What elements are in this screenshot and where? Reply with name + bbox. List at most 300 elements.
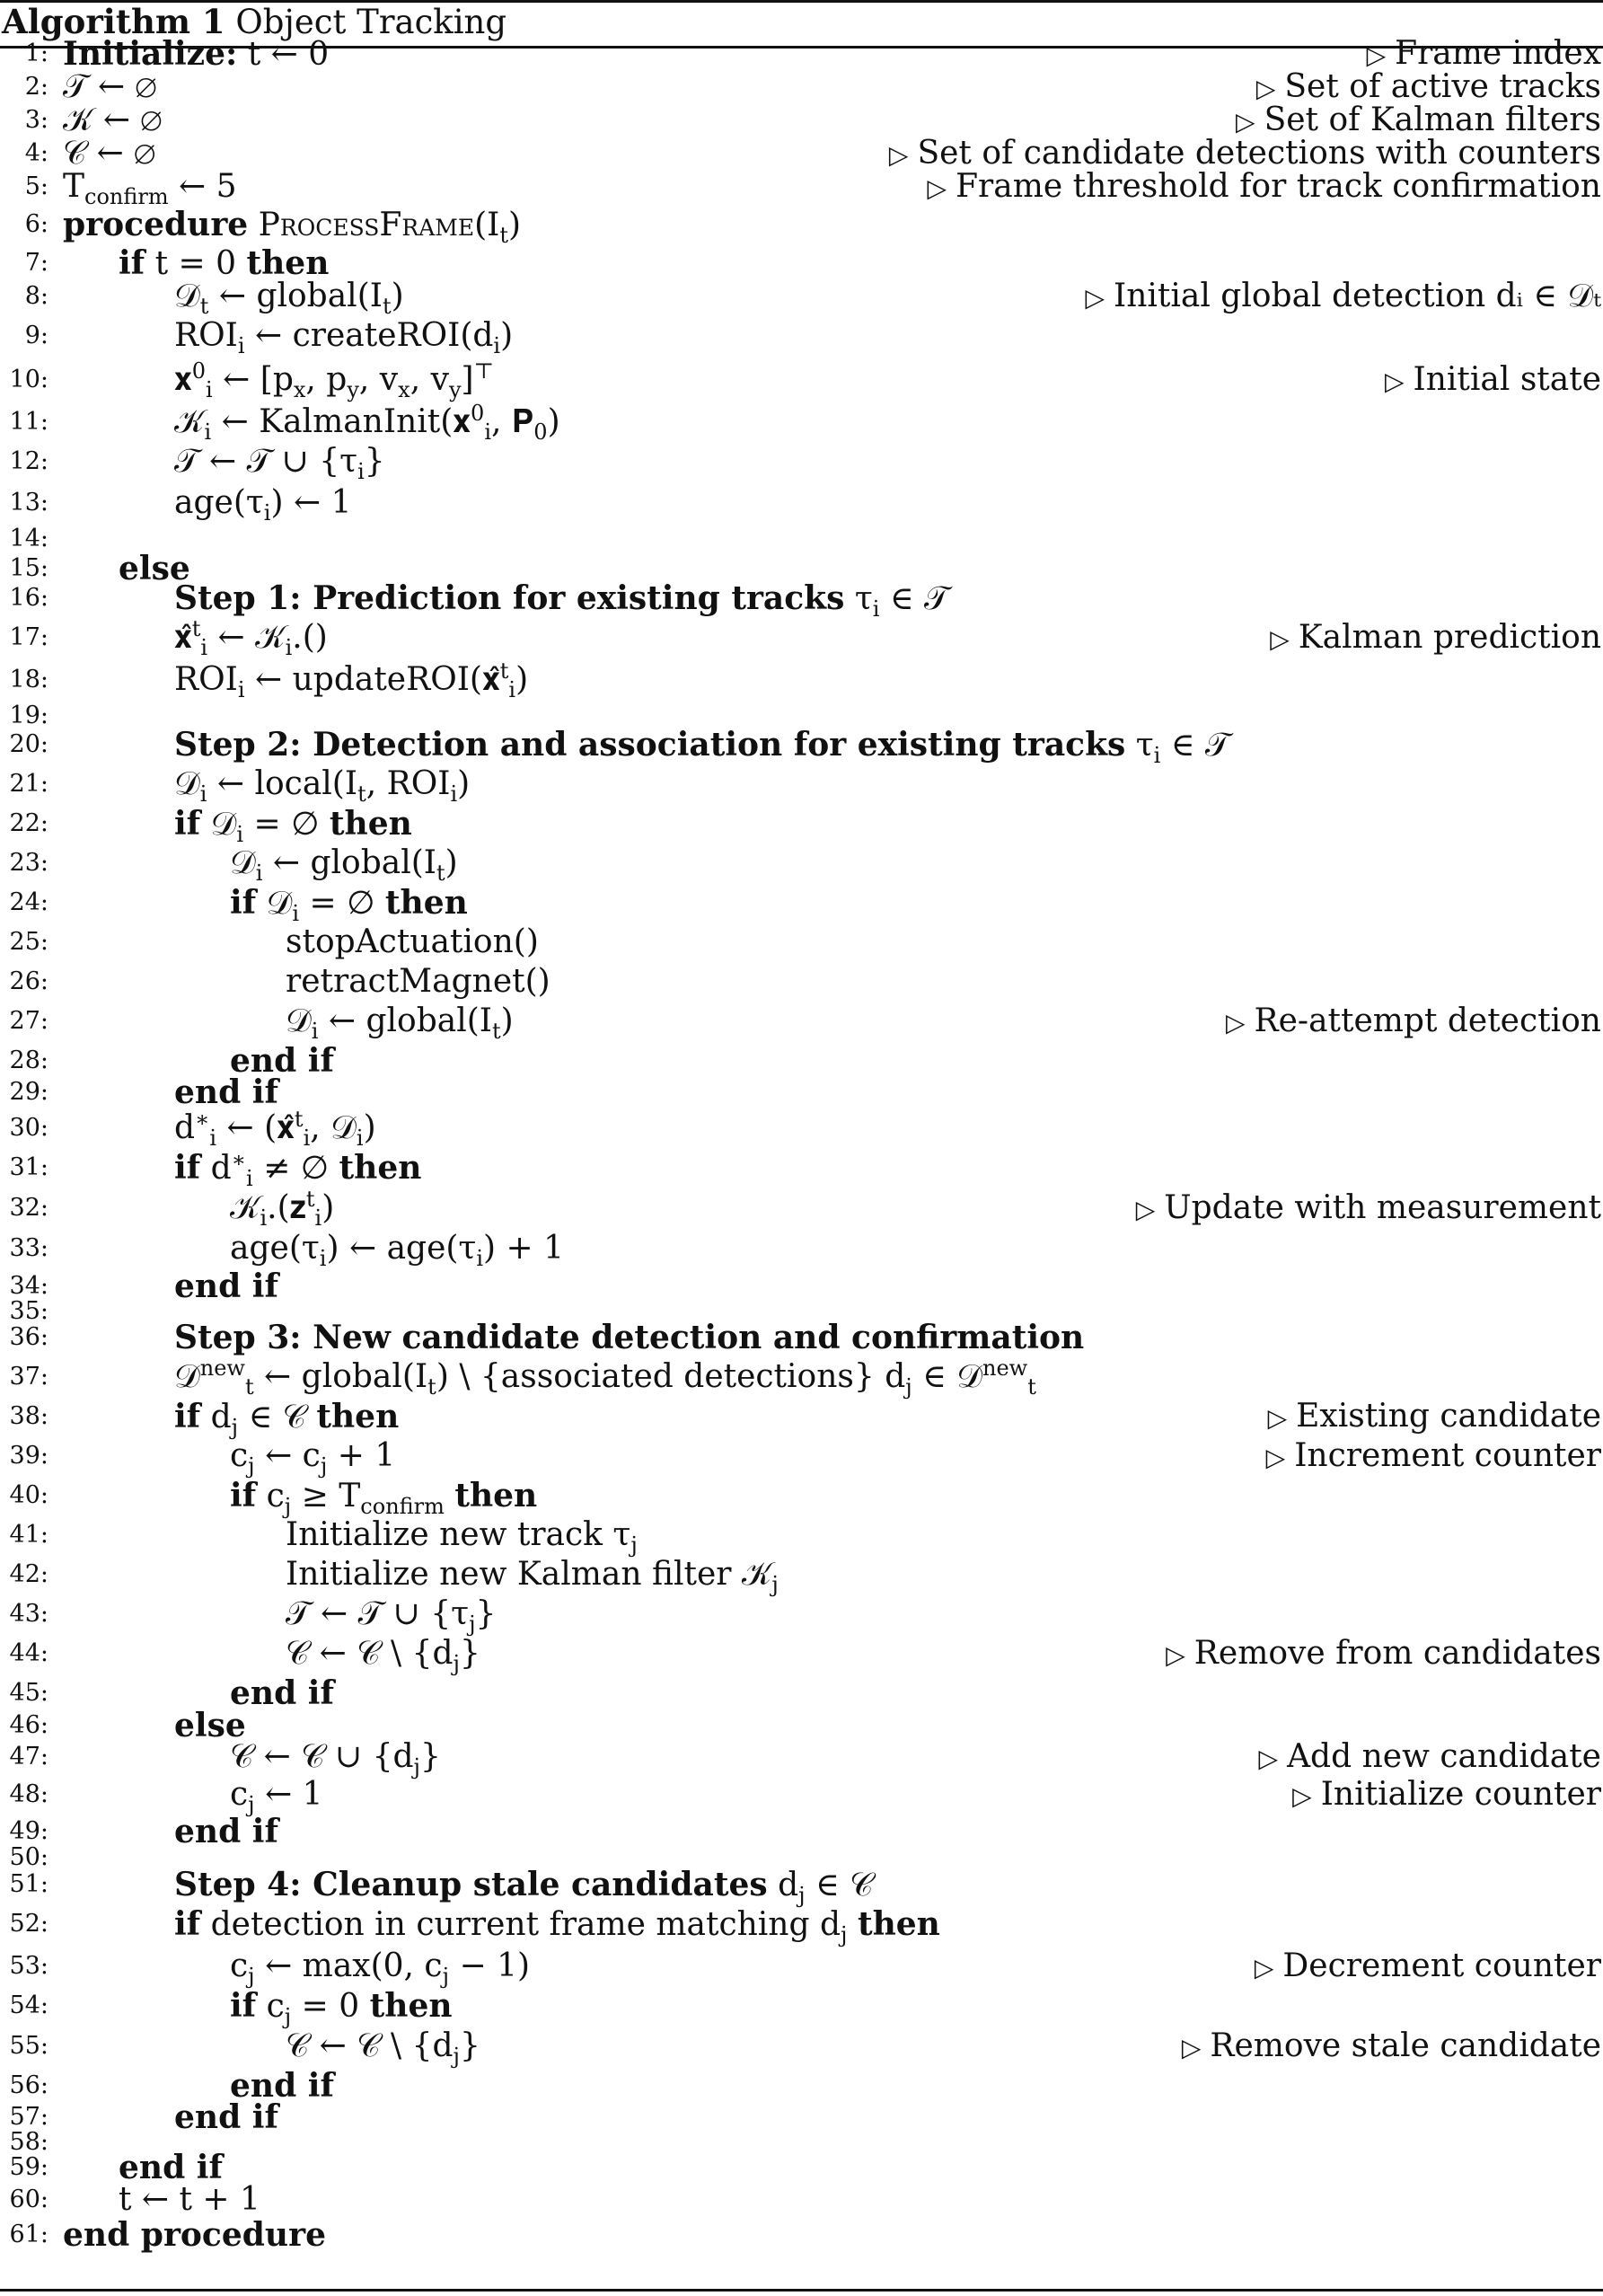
line-code	[174, 1320, 1084, 1356]
line-number: 9:	[24, 322, 48, 349]
line-number: 50:	[9, 1843, 48, 1871]
code-text: ) + 1	[483, 1230, 565, 1267]
code-text: ∈ 𝒟	[912, 1358, 982, 1395]
algorithm-line	[0, 2182, 1603, 2218]
line-number: 49:	[9, 1817, 48, 1845]
subscript: confirm	[84, 184, 169, 210]
line-number: 29:	[9, 1078, 48, 1106]
code-text: c	[256, 1988, 285, 2025]
subscript: j	[453, 2044, 460, 2070]
line-code	[119, 245, 329, 282]
line-number: 16:	[9, 584, 48, 612]
keyword: end if	[174, 2098, 278, 2136]
line-code	[230, 1738, 441, 1780]
line-code	[286, 964, 550, 1000]
line-code	[63, 102, 162, 138]
code-text: .()	[292, 619, 328, 656]
code-text: c	[230, 1437, 249, 1474]
line-code	[286, 1595, 497, 1638]
line-number: 58:	[9, 2128, 48, 2156]
keyword: then	[384, 884, 468, 922]
code-text: ← 𝒦	[207, 619, 286, 656]
line-number: 17:	[9, 623, 48, 651]
line-code	[174, 726, 1230, 769]
code-text	[248, 207, 258, 243]
code-text: ← global(I	[318, 1002, 492, 1039]
code-text: }	[459, 1635, 480, 1672]
code-text: , v	[358, 361, 399, 398]
code-text: ≥ T	[291, 1478, 361, 1514]
code-text: ∈ 𝒞	[238, 1399, 317, 1435]
code-text: ROI	[174, 317, 238, 354]
algorithm-line	[0, 36, 1603, 72]
line-comment	[1268, 1399, 1601, 1436]
algorithm-line	[0, 1595, 1603, 1638]
line-number: 15:	[9, 554, 48, 582]
line-number: 19:	[9, 702, 48, 729]
code-text: ← 5	[168, 168, 237, 205]
line-number: 27:	[9, 1007, 48, 1035]
line-number: 51:	[9, 1870, 48, 1898]
line-number: 4:	[24, 139, 48, 167]
code-text: 𝒟	[230, 844, 256, 881]
subscript: t	[427, 1374, 436, 1400]
line-comment	[1255, 1948, 1601, 1986]
subscript: t	[244, 1374, 254, 1400]
algorithm-line	[0, 844, 1603, 887]
code-text: 𝒯 ← ∅	[63, 68, 157, 105]
line-number: 24:	[9, 888, 48, 916]
code-text: τ	[844, 580, 873, 617]
keyword: if	[230, 1477, 257, 1514]
algorithm-line	[0, 2150, 1603, 2186]
algorithm-line	[0, 616, 1603, 661]
line-number: 14:	[9, 525, 48, 552]
code-text: }	[475, 1595, 497, 1632]
subscript: t	[492, 1019, 501, 1045]
code-text: T	[63, 168, 85, 205]
comment-text: Set of Kalman filters	[1264, 102, 1601, 138]
subscript: i	[357, 459, 365, 485]
keyword: if	[119, 244, 145, 282]
line-comment	[928, 169, 1601, 207]
code-text: age(τ	[230, 1230, 320, 1267]
code-text: 𝒦 ← ∅	[63, 102, 163, 138]
algorithm-line	[0, 1776, 1603, 1818]
subscript: j	[320, 1453, 328, 1479]
subscript: j	[284, 2004, 292, 2030]
line-number: 57:	[9, 2103, 48, 2131]
superscript: new	[982, 1356, 1028, 1381]
line-comment	[1226, 1003, 1601, 1041]
code-text: )	[508, 207, 522, 243]
code-text: ← 1	[254, 1776, 323, 1813]
line-code	[174, 1147, 422, 1192]
line-number: 54:	[9, 1991, 48, 2019]
code-text: ) ← 1	[270, 484, 352, 521]
line-number: 23:	[9, 849, 48, 877]
code-text: d	[200, 1399, 232, 1435]
comment-text: Add new candidate	[1287, 1738, 1601, 1775]
subscript: i	[450, 782, 458, 808]
code-text: ← global(I	[253, 1358, 428, 1395]
comment-triangle-icon: ▷	[1135, 1195, 1156, 1224]
line-comment	[1292, 1777, 1601, 1815]
keyword: end if	[174, 1073, 278, 1111]
code-text: 𝐱	[174, 361, 192, 398]
line-number: 30:	[9, 1114, 48, 1142]
code-text: 𝒟	[174, 278, 200, 314]
line-number: 32:	[9, 1194, 48, 1222]
keyword: then	[369, 1987, 453, 2025]
keyword: then	[316, 1398, 400, 1435]
comment-triangle-icon: ▷	[1254, 1953, 1274, 1983]
comment-triangle-icon: ▷	[888, 140, 909, 170]
line-code	[230, 1776, 323, 1818]
line-code	[230, 1477, 538, 1520]
comment-triangle-icon: ▷	[1267, 1403, 1288, 1433]
subscript: i	[493, 333, 501, 359]
code-text: t ← 0	[237, 36, 330, 73]
algorithm-line	[0, 1187, 1603, 1232]
code-text: )	[500, 1002, 514, 1039]
line-number: 26:	[9, 967, 48, 995]
code-text: 𝒯 ← 𝒯 ∪ {τ	[286, 1595, 470, 1632]
keyword: end if	[230, 1042, 334, 1080]
line-number: 13:	[9, 489, 48, 517]
line-code	[230, 1987, 453, 2030]
algorithm-line	[0, 1675, 1603, 1711]
code-text: , 𝐏	[491, 403, 534, 440]
algorithm-line	[0, 69, 1603, 105]
line-comment	[1259, 1739, 1601, 1777]
line-code	[230, 1437, 396, 1479]
keyword: then	[454, 1477, 538, 1514]
comment-text: Kalman prediction	[1298, 619, 1601, 656]
code-text: ← global(I	[208, 278, 383, 314]
line-number: 28:	[9, 1046, 48, 1074]
line-number: 21:	[9, 770, 48, 798]
subscript: t	[357, 782, 366, 808]
code-text: )	[457, 765, 471, 802]
code-text: 𝒦	[174, 403, 205, 440]
comment-triangle-icon: ▷	[1255, 74, 1276, 103]
subscript: i	[209, 1126, 217, 1152]
keyword: else	[119, 550, 190, 587]
line-number: 41:	[9, 1521, 48, 1549]
code-text: 𝒞 ← ∅	[63, 135, 156, 172]
superscript: 0	[191, 358, 207, 384]
algorithm-line	[0, 401, 1603, 446]
algorithm-line	[0, 1987, 1603, 2030]
line-number: 33:	[9, 1234, 48, 1262]
code-text: ← KalmanInit(𝐱	[211, 403, 471, 440]
line-code	[230, 1230, 565, 1272]
code-text: c	[230, 1776, 249, 1813]
line-comment	[1085, 278, 1601, 316]
algorithm-line	[0, 2027, 1603, 2070]
line-number: 45:	[9, 1679, 48, 1707]
code-text: ∈ 𝒯	[1160, 727, 1230, 764]
subscript: j	[469, 1612, 476, 1638]
subscript: j	[442, 1964, 450, 1990]
comment-triangle-icon: ▷	[1085, 283, 1105, 313]
line-number: 52:	[9, 1910, 48, 1938]
keyword: Step 4: Cleanup stale candidates	[174, 1866, 768, 1903]
line-number: 61:	[9, 2221, 48, 2248]
line-code	[174, 805, 412, 848]
line-code	[286, 1556, 779, 1598]
code-text: + 1	[327, 1437, 396, 1474]
line-code	[63, 136, 155, 172]
keyword: if	[174, 1905, 201, 1943]
line-code	[174, 1107, 376, 1152]
subscript: i	[245, 1166, 253, 1192]
subscript: i	[484, 419, 492, 446]
line-code	[286, 2027, 480, 2070]
code-text: d	[200, 1150, 232, 1187]
superscript: ⊤	[473, 358, 495, 384]
line-number: 38:	[9, 1402, 48, 1430]
line-number: 25:	[9, 928, 48, 956]
code-text: ]	[461, 361, 474, 398]
code-text: 𝐱̂	[174, 619, 192, 656]
line-number: 37:	[9, 1363, 48, 1391]
subscript: j	[630, 1532, 638, 1559]
code-text: ROI	[174, 661, 238, 698]
algorithm-line	[0, 1516, 1603, 1559]
keyword: then	[857, 1905, 940, 1943]
keyword: Step 1: Prediction for existing tracks	[174, 579, 845, 617]
comment-triangle-icon: ▷	[1258, 1744, 1279, 1773]
subscript: i	[237, 677, 245, 703]
keyword: end procedure	[63, 2216, 326, 2254]
line-code	[63, 206, 522, 249]
superscript: t	[305, 1187, 315, 1212]
code-text: c	[230, 1947, 249, 1984]
keyword: end if	[174, 1267, 278, 1305]
code-text: ← c	[254, 1437, 321, 1474]
keyword: end if	[174, 1813, 278, 1850]
comment-text: Remove from candidates	[1193, 1635, 1601, 1672]
line-number: 1:	[24, 40, 48, 67]
line-number: 6:	[24, 210, 48, 238]
subscript: y	[347, 377, 359, 403]
algorithm-line	[0, 579, 1603, 623]
subscript: i	[285, 635, 293, 661]
line-number: 34:	[9, 1272, 48, 1300]
algorithm-line	[0, 136, 1603, 172]
code-text: )	[391, 278, 404, 314]
comment-triangle-icon: ▷	[927, 173, 947, 203]
comment-triangle-icon: ▷	[1181, 2033, 1202, 2062]
subscript: j	[798, 1883, 806, 1909]
line-comment	[1166, 1636, 1601, 1673]
line-comment	[1385, 362, 1601, 400]
code-text: (I	[474, 207, 500, 243]
comment-text: Re-attempt detection	[1254, 1002, 1601, 1039]
comment-text: Decrement counter	[1282, 1947, 1601, 1984]
keyword: then	[246, 244, 330, 282]
code-text: , ROI	[366, 765, 451, 802]
line-code	[174, 401, 560, 446]
keyword: if	[230, 884, 257, 922]
line-code	[174, 443, 385, 485]
subscript: j	[841, 1922, 848, 1948]
code-text: t ← t + 1	[119, 2181, 260, 2218]
line-code	[119, 2182, 260, 2218]
line-comment	[1136, 1190, 1601, 1228]
line-code	[174, 616, 328, 661]
superscript: t	[499, 658, 509, 684]
line-code	[174, 1905, 940, 1948]
code-text: )	[363, 1109, 376, 1146]
subscript: j	[453, 1651, 460, 1677]
code-text: ← max(0, c	[254, 1947, 443, 1984]
superscript: t	[294, 1107, 304, 1132]
algorithm-line	[0, 1356, 1603, 1400]
line-code	[174, 317, 514, 359]
subscript: i	[199, 782, 207, 808]
subscript: i	[263, 500, 271, 526]
keyword: if	[174, 805, 201, 843]
code-text: t = 0	[145, 245, 247, 282]
line-number: 60:	[9, 2186, 48, 2213]
code-text: , 𝒟	[310, 1109, 357, 1146]
subscript: t	[1027, 1374, 1036, 1400]
algorithm-line	[0, 443, 1603, 485]
subscript: i	[236, 822, 244, 848]
code-text: ← updateROI(𝐱̂	[244, 661, 500, 698]
keyword: then	[329, 805, 412, 843]
subscript: i	[206, 377, 213, 403]
line-number: 11:	[9, 408, 48, 436]
line-code	[174, 484, 352, 526]
line-number: 18:	[9, 666, 48, 693]
code-text: detection in current frame matching d	[200, 1906, 841, 1943]
algorithm-line	[0, 924, 1603, 960]
superscript: ∗	[195, 1107, 210, 1132]
line-number: 2:	[24, 73, 48, 101]
algorithm-line	[0, 1477, 1603, 1520]
line-number: 5:	[24, 172, 48, 200]
code-text: τ	[1125, 727, 1154, 764]
code-text: ∈ 𝒯	[879, 580, 949, 617]
line-number: 53:	[9, 1952, 48, 1980]
code-text: ← global(I	[262, 844, 436, 881]
code-text: }	[364, 443, 385, 480]
code-text: 𝒟	[200, 806, 237, 843]
algorithm-line	[0, 1398, 1603, 1441]
superscript: t	[191, 616, 201, 641]
procedure-name: ProcessFrame	[258, 207, 475, 243]
comment-text: Existing candidate	[1296, 1398, 1601, 1435]
code-text: ← (𝐱̂	[216, 1109, 295, 1146]
line-code	[230, 884, 468, 927]
line-code	[174, 1356, 1036, 1400]
line-number: 44:	[9, 1639, 48, 1667]
line-comment	[1266, 1438, 1601, 1476]
algorithm-line	[0, 964, 1603, 1000]
subscript: i	[255, 861, 263, 887]
algorithm-line	[0, 1230, 1603, 1272]
superscript: 0	[471, 401, 485, 426]
keyword: then	[339, 1149, 422, 1187]
subscript: confirm	[360, 1494, 445, 1520]
code-text: = ∅	[243, 806, 330, 843]
code-text: c	[256, 1478, 285, 1514]
keyword: procedure	[63, 206, 249, 243]
code-text: 𝒟	[256, 885, 293, 922]
superscript: ∗	[231, 1147, 246, 1172]
comment-text: Set of candidate detections with counters	[917, 135, 1601, 172]
algorithm-line	[0, 317, 1603, 359]
superscript: new	[199, 1356, 245, 1381]
subscript: j	[905, 1374, 912, 1400]
code-text: )	[547, 403, 560, 440]
algorithm-line	[0, 805, 1603, 848]
line-number: 48:	[9, 1780, 48, 1808]
code-text: .(𝐳	[267, 1189, 306, 1226]
subscript: t	[499, 223, 509, 249]
algorithm-line	[0, 484, 1603, 526]
code-text: 𝒯 ← 𝒯 ∪ {τ	[174, 443, 358, 480]
subscript: t	[199, 294, 209, 320]
subscript: i	[204, 419, 212, 446]
keyword: Step 2: Detection and association for existing tracks	[174, 726, 1126, 764]
code-text	[847, 1906, 857, 1943]
keyword: end if	[230, 1674, 334, 1712]
bottom-rule	[0, 2289, 1603, 2292]
line-code	[63, 2217, 326, 2254]
code-text: 𝒟	[174, 765, 200, 802]
comment-triangle-icon: ▷	[1265, 1443, 1286, 1472]
algorithm-line	[0, 765, 1603, 808]
code-text: ← createROI(d	[244, 317, 494, 354]
line-code	[174, 765, 471, 808]
code-text: − 1)	[449, 1947, 531, 1984]
line-number: 3:	[24, 106, 48, 134]
subscript: i	[237, 333, 245, 359]
line-comment	[1270, 620, 1601, 658]
code-text: 𝒟	[174, 1358, 200, 1395]
line-number: 7:	[24, 249, 48, 277]
algorithm-line	[0, 726, 1603, 769]
code-text: ≠ ∅	[252, 1150, 339, 1187]
code-text	[445, 1478, 454, 1514]
line-number: 56:	[9, 2071, 48, 2099]
line-code	[174, 358, 495, 403]
line-code	[174, 658, 529, 703]
comment-text: Increment counter	[1294, 1437, 1601, 1474]
caption-title: Object Tracking	[235, 3, 507, 41]
line-code	[174, 1398, 400, 1441]
subscript: i	[314, 1205, 322, 1232]
comment-triangle-icon: ▷	[1225, 1008, 1246, 1038]
algorithm-line	[0, 1905, 1603, 1948]
subscript: i	[200, 635, 208, 661]
code-text: Initialize new track τ	[286, 1516, 631, 1553]
comment-text: Initial state	[1413, 361, 1601, 398]
algorithm-line	[0, 1437, 1603, 1479]
algorithm-line	[0, 278, 1603, 320]
code-text: }	[420, 1738, 441, 1775]
algorithm-line	[0, 358, 1603, 403]
code-text: d	[174, 1109, 196, 1146]
code-text: retractMagnet()	[286, 963, 550, 1000]
keyword: if	[174, 1398, 201, 1435]
line-number: 40:	[9, 1481, 48, 1509]
